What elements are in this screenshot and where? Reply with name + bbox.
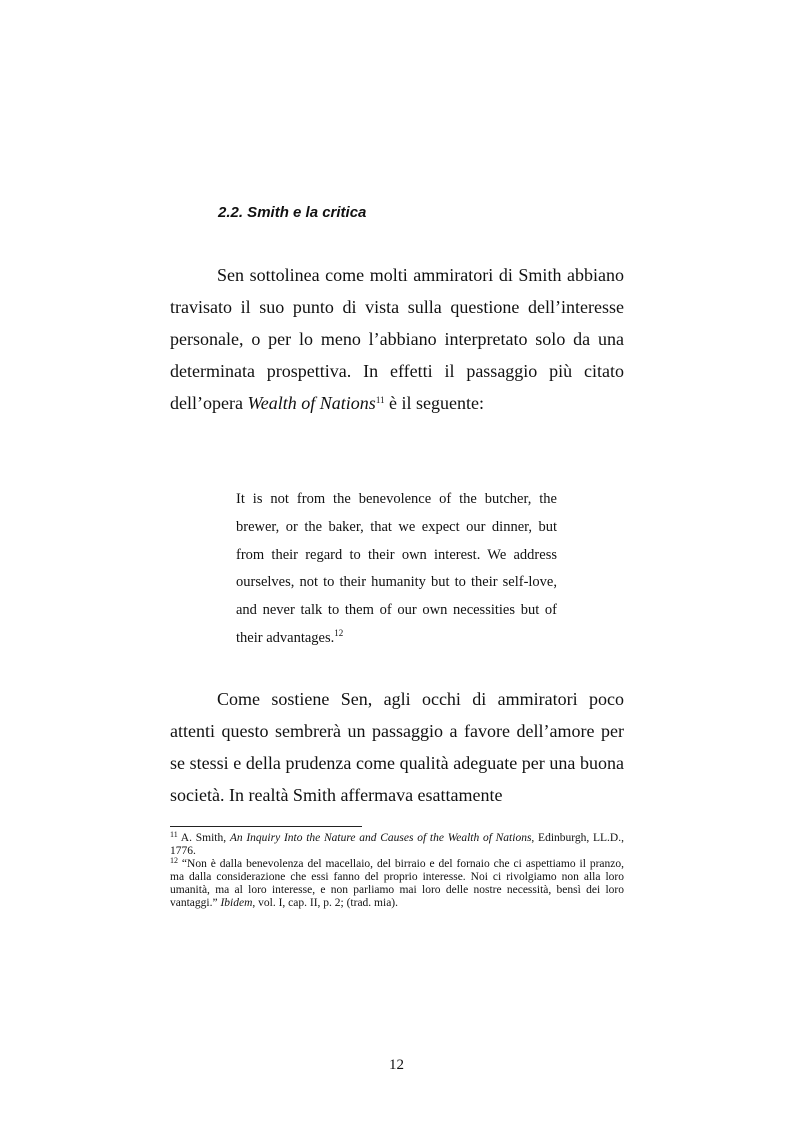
body-paragraph-2: Come sostiene Sen, agli occhi di ammiratori poco attenti questo sembrerà un passaggio a favore dell’amore per se stessi e della prudenza come qualità adeguate per una buona società. In realtà Smith affermava esattamente (170, 689, 624, 805)
footnote-text: A. Smith, (177, 832, 230, 844)
para1-text-before: Sen sottolinea come molti ammiratori di Smith abbiano travisato il suo punto di vista sulla questione dell’interesse personale, o per lo meno l’abbiano interpretato solo da una determinata prospettiva. In effetti il passaggio più citato dell’opera (170, 265, 624, 413)
footnote-title: Ibidem (220, 897, 253, 909)
footnote-title: An Inquiry Into the Nature and Causes of the Wealth of Nations (229, 832, 532, 844)
footnote-12 (170, 858, 624, 910)
section-heading: 2.2. Smith e la critica (218, 204, 367, 221)
footnote-number: 12 (170, 856, 178, 865)
footnote-text: , Edinburgh, LL.D., 1776. (170, 832, 624, 857)
footnote-11 (170, 832, 624, 858)
footnote-text: , vol. I, cap. II, p. 2; (trad. mia). (252, 897, 399, 909)
quote-text: It is not from the benevolence of the butcher, the brewer, or the baker, that we expect our dinner, but from their regard to their own interest. We address ourselves, not to their humanity but to their self-love, and never talk to them of our own necessities but of their advantages. (236, 491, 557, 646)
footnotes (170, 832, 624, 910)
page-number: 12 (389, 1057, 404, 1073)
body-paragraph-1 (170, 259, 624, 419)
book-title-wealth-of-nations: Wealth of Nations (247, 393, 376, 413)
para1-text-after: è il seguente: (384, 393, 484, 413)
footnote-ref-12[interactable]: 12 (334, 627, 344, 638)
block-quote (236, 486, 557, 653)
footnote-number: 11 (170, 830, 178, 839)
footnote-ref-11[interactable]: 11 (375, 395, 385, 405)
footnote-text: “Non è dalla benevolenza del macellaio, del birraio e del fornaio che ci aspettiamo il pranzo, ma dalla considerazione che essi fanno del proprio interesse. Noi ci rivolgiamo non alla loro umanità, ma al loro interesse, e non parliamo mai loro delle nostre necessità, bensì dei loro vantaggi.” (170, 858, 624, 909)
footnote-separator (170, 826, 362, 827)
